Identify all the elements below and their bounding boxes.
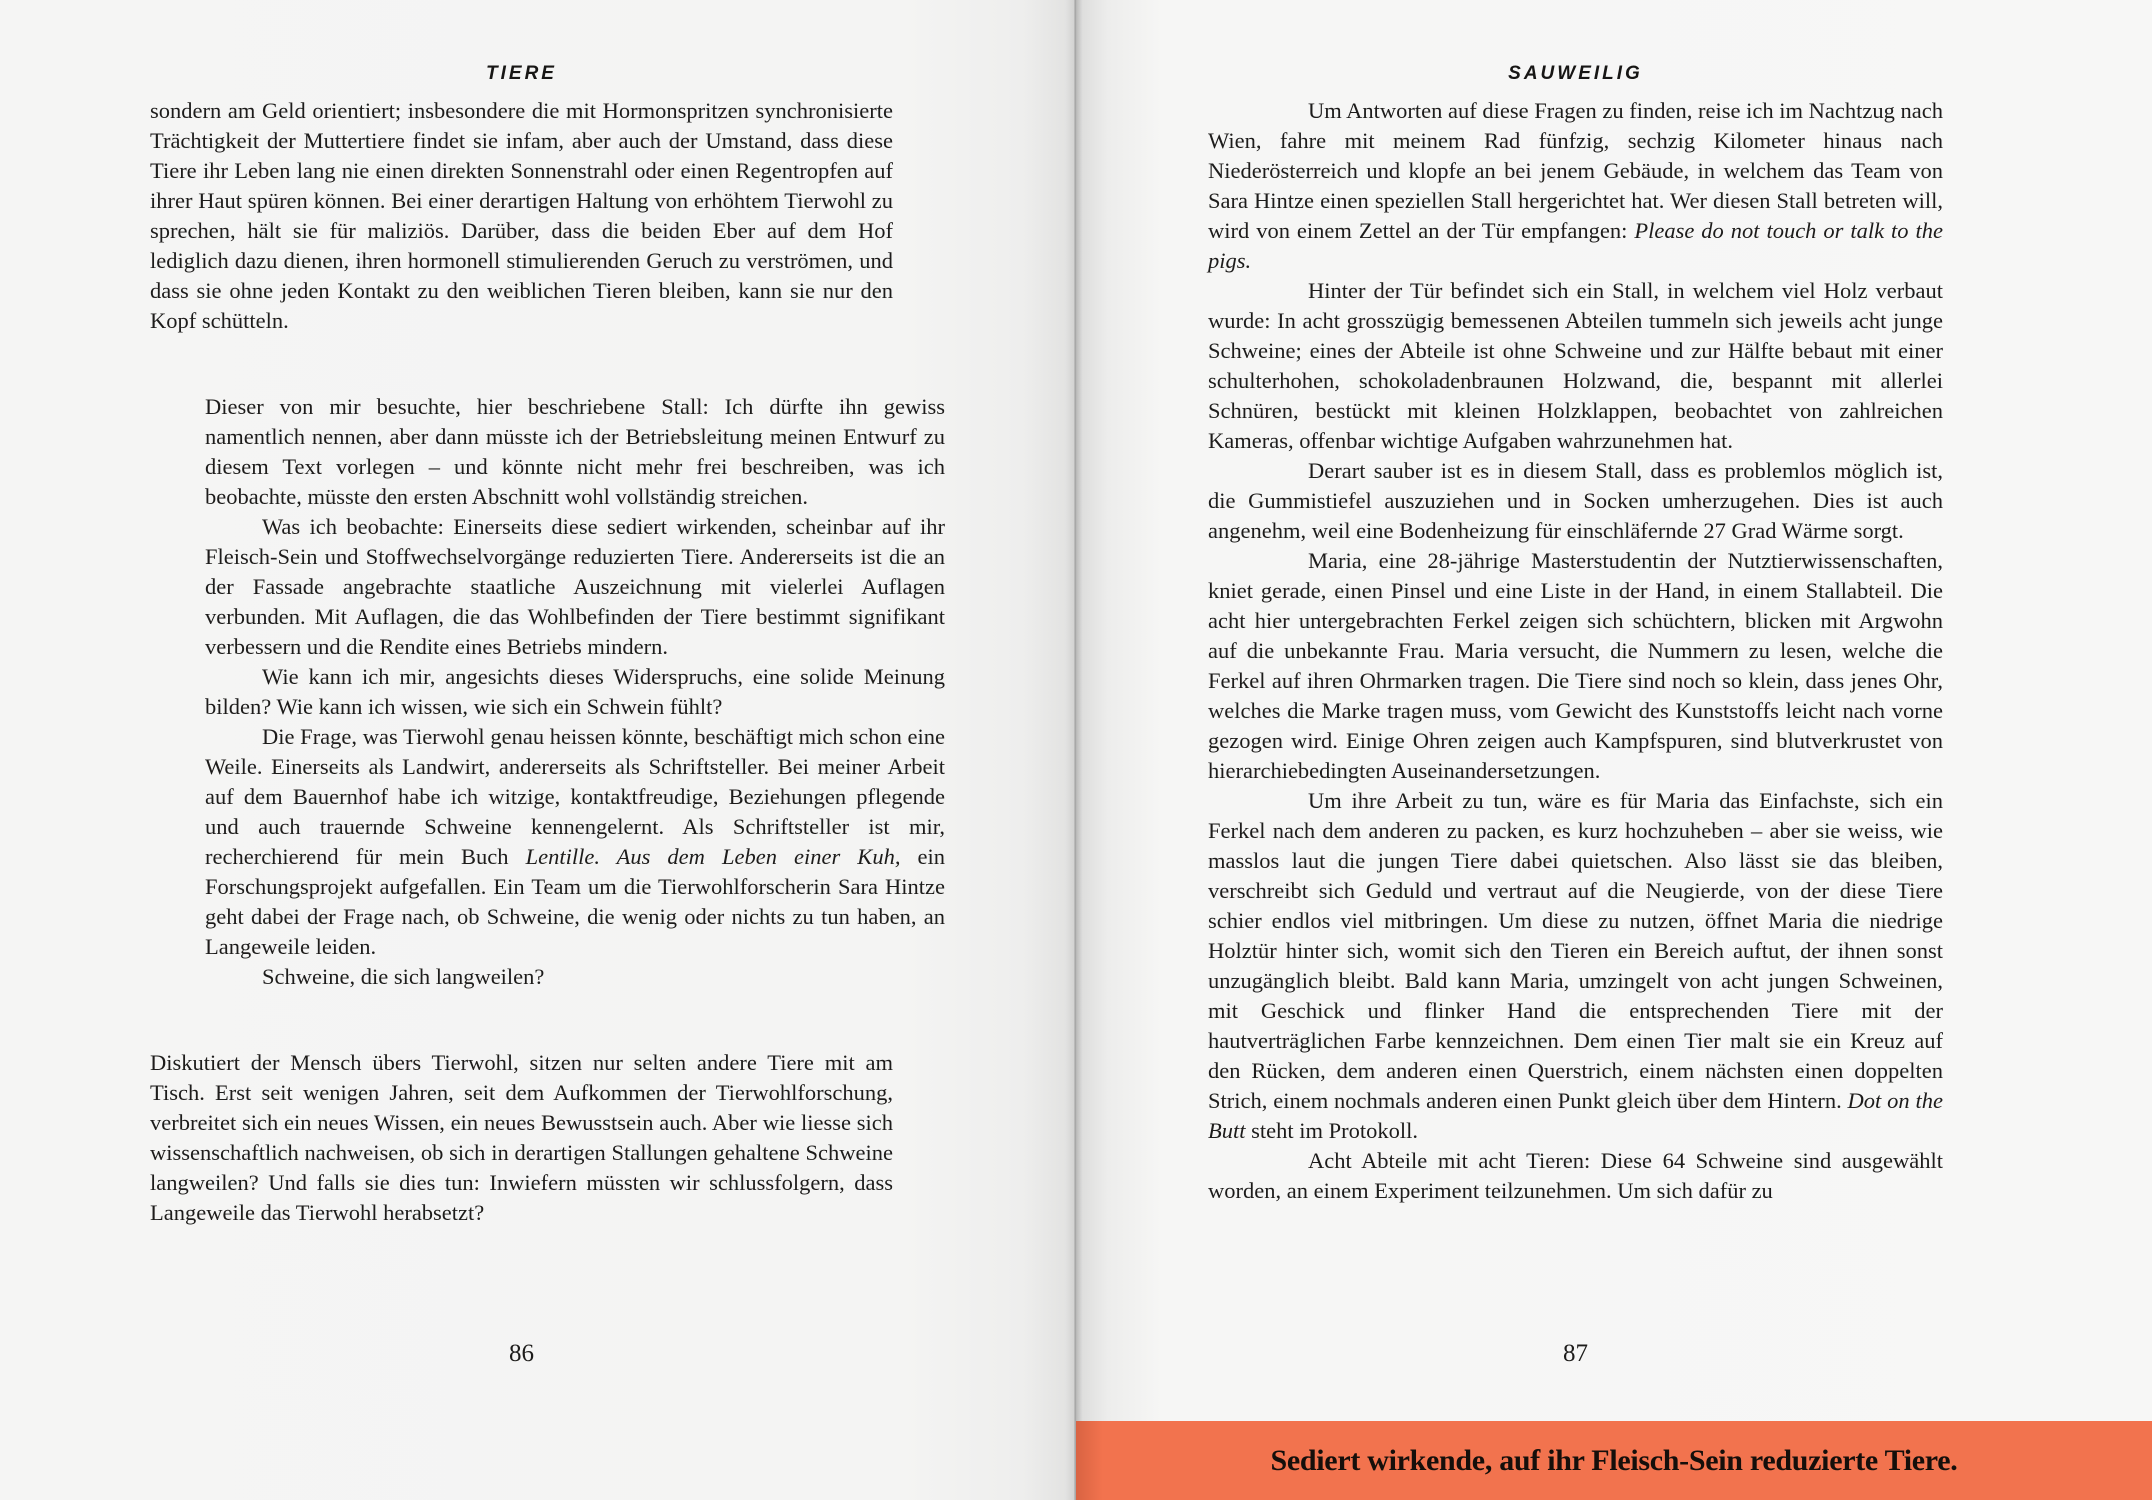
paragraph xyxy=(205,512,945,662)
paragraph xyxy=(205,392,945,512)
right-running-header: SAUWEILIG xyxy=(1508,63,1643,84)
right-page xyxy=(1076,0,2152,1500)
text-segment: Derart sauber ist es in diesem Stall, dass es problemlos möglich ist, die Gummistiefel auszuziehen und in Socken umherzugehen. Dies ist auch angenehm, weil eine Bodenheizung für einschläfernde 27 Grad Wärme sorgt. xyxy=(1208,458,1943,543)
text-segment: ein Forschungsprojekt aufgefallen. Ein Team um die Tierwohlforscherin Sara Hintze geht dabei der Frage nach, ob Schweine, die wenig oder nichts zu tun haben, an Langeweile leiden. xyxy=(205,844,945,959)
caption-banner xyxy=(1076,1421,2152,1500)
paragraph xyxy=(150,96,893,336)
paragraph xyxy=(1208,786,1943,1146)
left-page-number: 86 xyxy=(509,1340,534,1367)
text-segment: Wie kann ich mir, angesichts dieses Widerspruchs, eine solide Meinung bilden? Wie kann ich wissen, wie sich ein Schwein fühlt? xyxy=(205,664,945,719)
paragraph xyxy=(150,1048,893,1228)
paragraph xyxy=(205,722,945,962)
text-segment: Um Antworten auf diese Fragen zu finden, reise ich im Nachtzug nach Wien, fahre mit meinem Rad fünfzig, sechzig Kilometer hinaus nach Niederösterreich und klopfe an bei jenem Gebäude, in welchem das Team von Sara Hintze einen speziellen Stall hergerichtet hat. Wer diesen Stall betreten will, wird von einem Zettel an der Tür empfangen: xyxy=(1208,98,1943,243)
text-segment: Diskutiert der Mensch übers Tierwohl, sitzen nur selten andere Tiere mit am Tisch. Erst seit wenigen Jahren, seit dem Aufkommen der Tierwohlforschung, verbreitet sich ein neues Wissen, ein neues Bewusstsein auch. Aber wie liesse sich wissenschaftlich nachweisen, ob sich in derartigen Stallungen gehaltene Schweine langweilen? Und falls sie dies tun: Inwiefern müssten wir schlussfolgern, dass Langeweile das Tierwohl herabsetzt? xyxy=(150,1050,893,1225)
paragraph xyxy=(205,662,945,722)
left-textblock xyxy=(150,96,945,1228)
text-segment: Dieser von mir besuchte, hier beschriebene Stall: Ich dürfte ihn gewiss namentlich nennen, aber dann müsste ich der Betriebsleitung meinen Entwurf zu diesem Text vorlegen – und könnte nicht mehr frei beschreiben, was ich beobachte, müsste den ersten Abschnitt wohl vollständig streichen. xyxy=(205,394,945,509)
italic-text-segment: Dot on the Butt xyxy=(1208,1088,1943,1143)
text-segment: Was ich beobachte: Einerseits diese sediert wirkenden, scheinbar auf ihr Fleisch-Sein und Stoffwechselvorgänge reduzierten Tiere. Andererseits ist die an der Fassade angebrachte staatliche Auszeichnung mit vielerlei Auflagen verbunden. Mit Auflagen, die das Wohlbefinden der Tiere bestimmt signifikant verbessern und die Rendite eines Betriebs mindern. xyxy=(205,514,945,659)
paragraph xyxy=(1208,1146,1943,1206)
paragraph xyxy=(1208,96,1943,276)
paragraph xyxy=(1208,276,1943,456)
caption-text: Sediert wirkende, auf ihr Fleisch-Sein reduzierte Tiere. xyxy=(1270,1443,1958,1477)
text-segment: Hinter der Tür befindet sich ein Stall, in welchem viel Holz verbaut wurde: In acht grosszügig bemessenen Abteilen tummeln sich jeweils acht junge Schweine; eines der Abteile ist ohne Schweine und zur Hälfte bebaut mit einer schulterhohen, schokoladenbraunen Holzwand, die, bespannt mit allerlei Schnüren, bestückt mit kleinen Holzklappen, beobachtet von zahlreichen Kameras, offenbar wichtige Aufgaben wahrzunehmen hat. xyxy=(1208,278,1943,453)
right-textblock xyxy=(1208,96,1943,1206)
text-segment: Maria, eine 28-jährige Masterstudentin der Nutztierwissenschaften, kniet gerade, einen Pinsel und eine Liste in der Hand, in einem Stallabteil. Die acht hier untergebrachten Ferkel zeigen sich schüchtern, blicken mit Argwohn auf die unbekannte Frau. Maria versucht, die Nummern zu lesen, welche die Ferkel auf ihren Ohrmarken tragen. Die Tiere sind noch so klein, dass jenes Ohr, welches die Marke tragen muss, vom Gewicht des Kunststoffs leicht nach vorne gezogen wird. Einige Ohren zeigen auch Kampfspuren, sind blutverkrustet von hierarchiebedingten Auseinandersetzungen. xyxy=(1208,548,1943,783)
text-segment: Acht Abteile mit acht Tieren: Diese 64 Schweine sind ausgewählt worden, an einem Experiment teilzunehmen. Um sich dafür zu xyxy=(1208,1148,1943,1203)
page-gutter xyxy=(1074,0,1077,1500)
paragraph xyxy=(1208,456,1943,546)
text-segment: sondern am Geld orientiert; insbesondere die mit Hormonspritzen synchronisierte Trächtigkeit der Muttertiere findet sie infam, aber auch der Umstand, dass diese Tiere ihr Leben lang nie einen direkten Sonnenstrahl oder einen Regentropfen auf ihrer Haut spüren können. Bei einer derartigen Haltung von erhöhtem Tierwohl zu sprechen, hält sie für maliziös. Darüber, dass die beiden Eber auf dem Hof lediglich dazu dienen, ihren hormonell stimulierenden Geruch zu verströmen, und dass sie ohne jeden Kontakt zu den weiblichen Tieren bleiben, kann sie nur den Kopf schütteln. xyxy=(150,98,893,333)
text-segment: Um ihre Arbeit zu tun, wäre es für Maria das Einfachste, sich ein Ferkel nach dem anderen zu packen, es kurz hochzuheben – aber sie weiss, wie masslos laut die jungen Tiere dabei quietschen. Also lässt sie das bleiben, verschreibt sich Geduld und vertraut auf die Neugierde, von der diese Tiere schier endlos viel mitbringen. Um diese zu nutzen, öffnet Maria die niedrige Holztür hinter sich, womit sich den Tieren ein Bereich auftut, der ihnen sonst unzugänglich bleibt. Bald kann Maria, umzingelt von acht jungen Schweinen, mit Geschick und flinker Hand die entsprechenden Tiere mit der hautverträglichen Farbe kennzeichnen. Dem einen Tier malt sie ein Kreuz auf den Rücken, dem anderen einen Querstrich, einem nächsten einen doppelten Strich, einem nochmals anderen einen Punkt gleich über dem Hintern. xyxy=(1208,788,1943,1113)
italic-text-segment: Lentille. Aus dem Leben einer Kuh, xyxy=(525,844,901,869)
italic-text-segment: Please do not touch or talk to the pigs. xyxy=(1208,218,1943,273)
text-segment: steht im Protokoll. xyxy=(1245,1118,1419,1143)
paragraph xyxy=(1208,546,1943,786)
text-segment: Die Frage, was Tierwohl genau heissen könnte, beschäftigt mich schon eine Weile. Einerseits als Landwirt, andererseits als Schriftsteller. Bei meiner Arbeit auf dem Bauernhof habe ich witzige, kontaktfreudige, Beziehungen pflegende und auch trauernde Schweine kennengelernt. Als Schriftsteller ist mir, recherchierend für mein Buch xyxy=(205,724,945,869)
right-page-number: 87 xyxy=(1563,1340,1588,1367)
text-segment: Schweine, die sich langweilen? xyxy=(262,964,545,989)
paragraph xyxy=(205,962,945,992)
left-running-header: TIERE xyxy=(486,63,557,84)
